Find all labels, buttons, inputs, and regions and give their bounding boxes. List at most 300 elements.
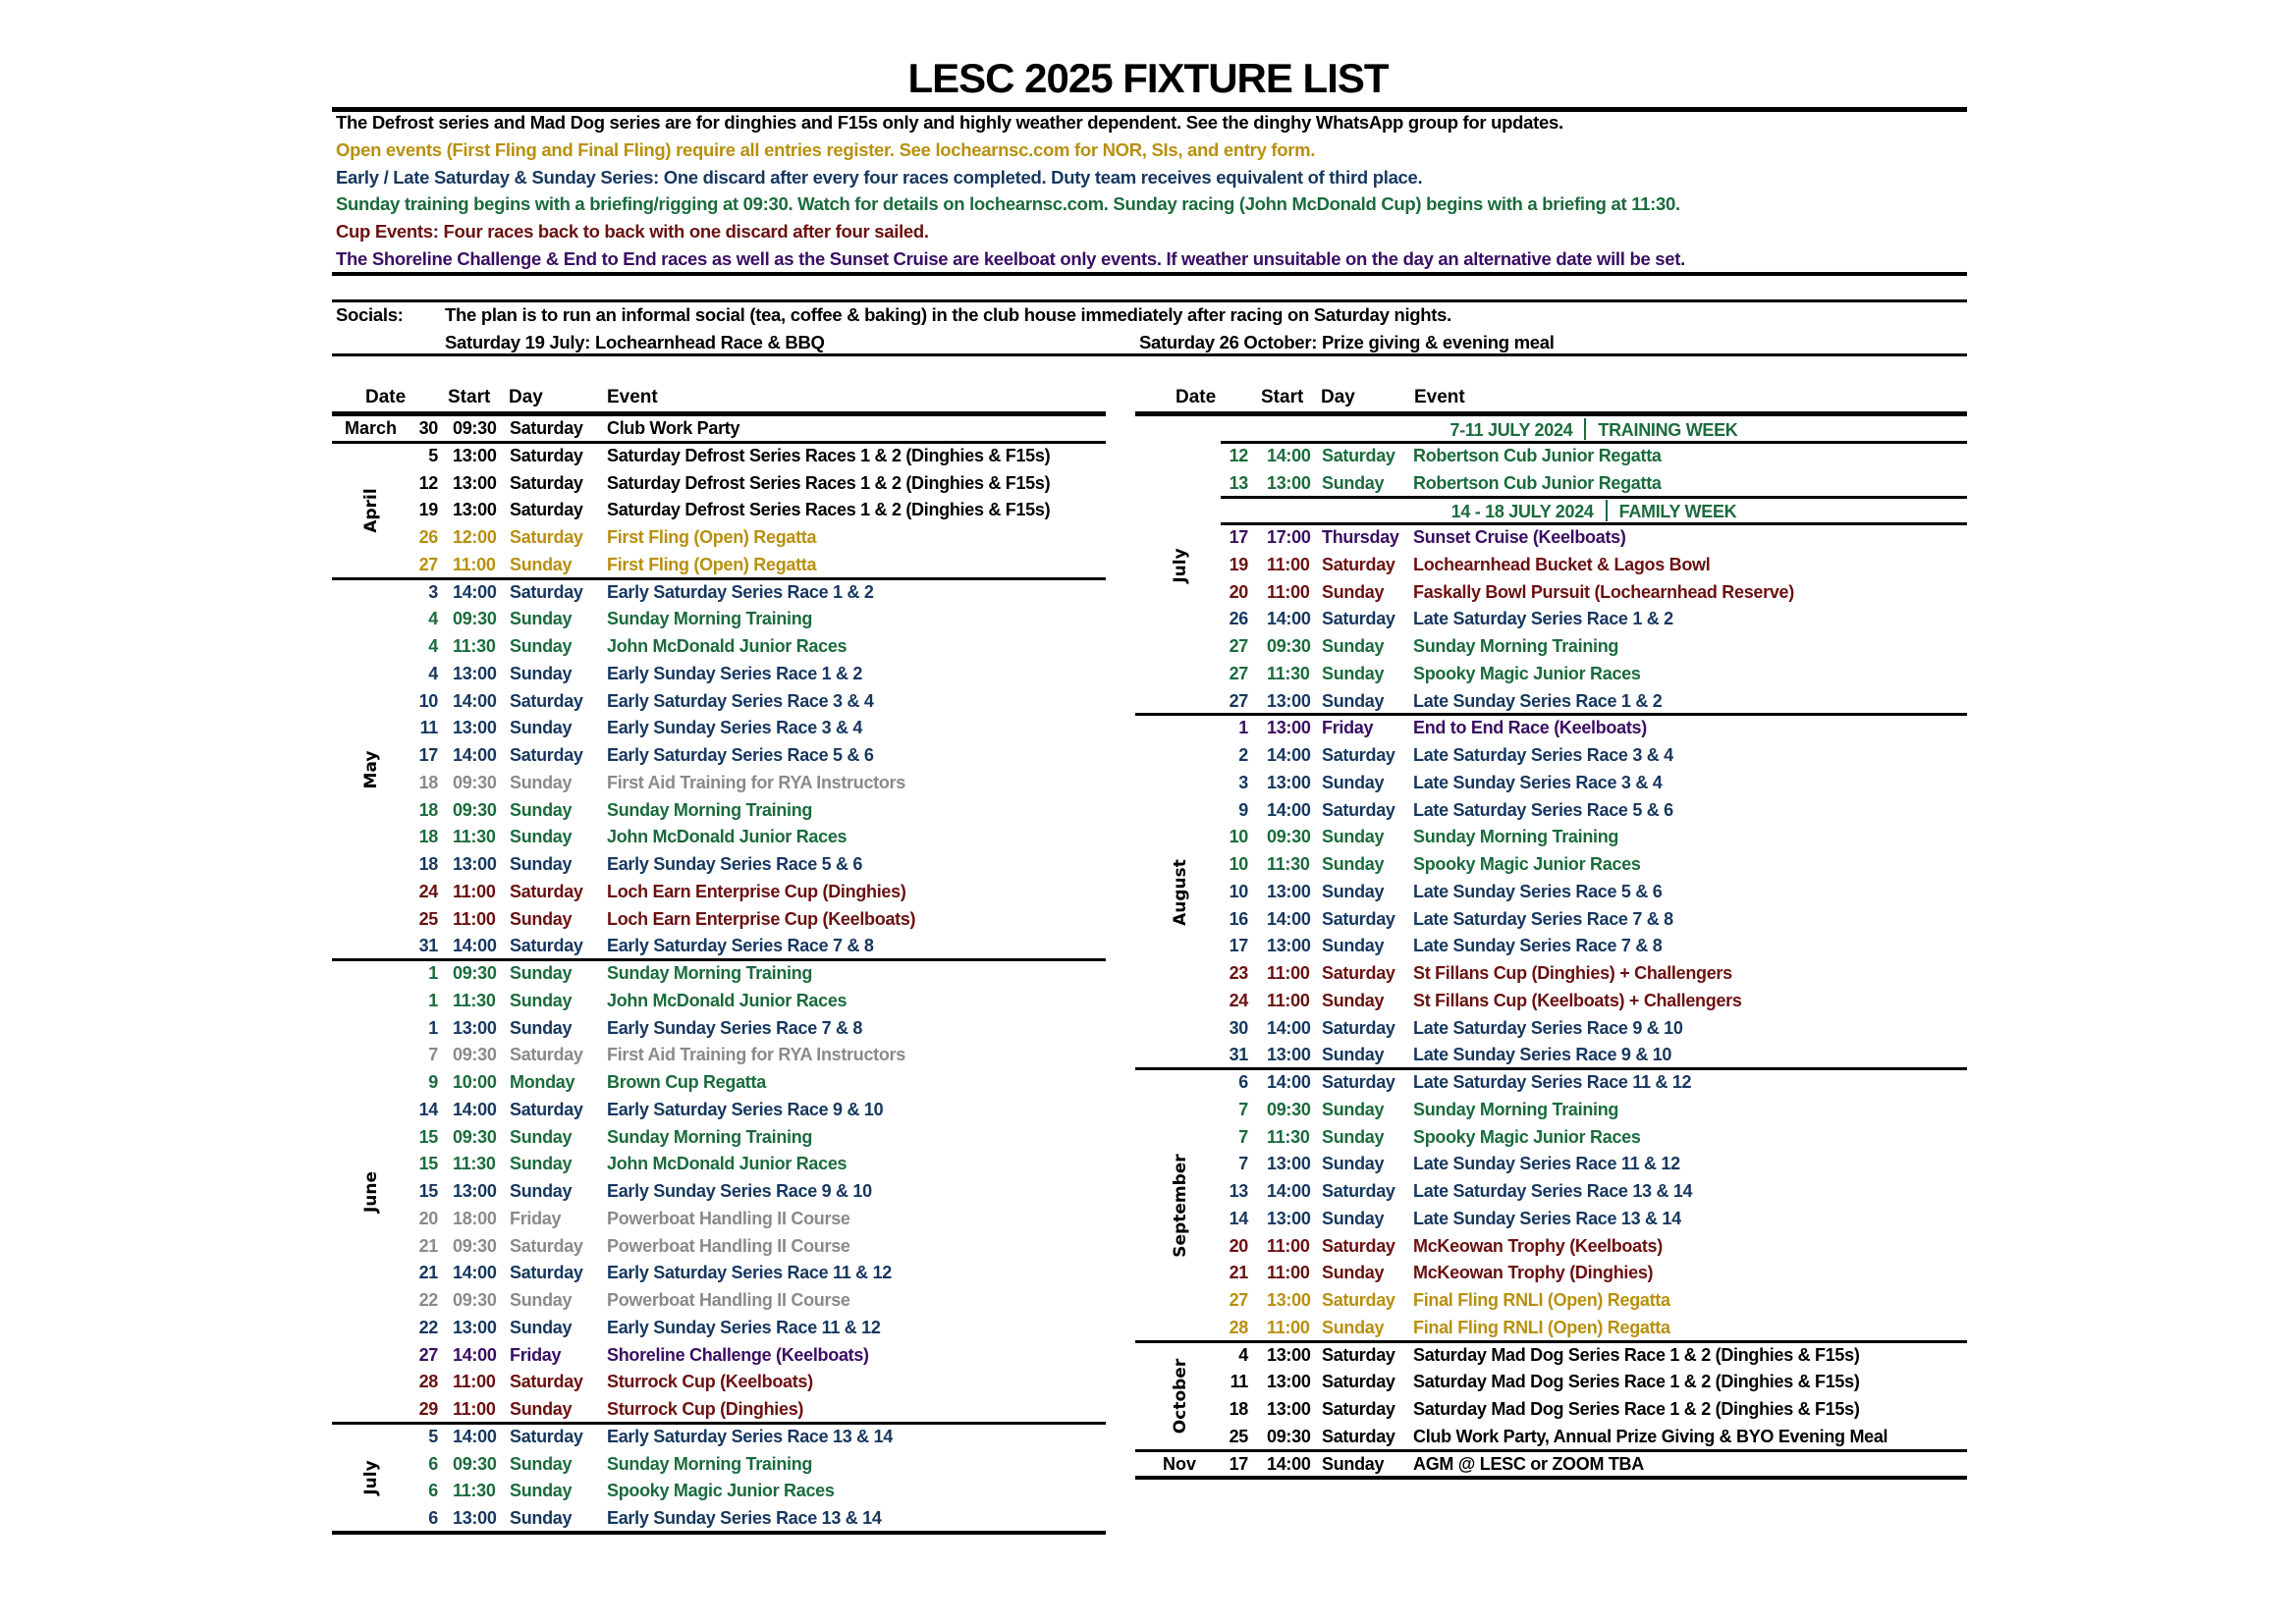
fixture-row	[332, 933, 1106, 960]
fixture-date: 6	[428, 1508, 438, 1528]
fixture-start-time: 13:00	[1267, 881, 1311, 901]
fixture-date: 20	[1229, 581, 1248, 602]
fixture-date: 22	[418, 1290, 438, 1310]
fixture-day: Saturday	[1322, 1017, 1395, 1038]
fixture-day: Saturday	[1322, 1372, 1395, 1392]
fixture-day: Sunday	[510, 1399, 573, 1419]
fixture-date: 1	[428, 963, 438, 983]
fixture-start-time: 13:00	[453, 472, 497, 493]
week-banner-dates: 14 - 18 JULY 2024	[1450, 502, 1594, 522]
fixture-date: 1	[1238, 718, 1248, 738]
fixture-start-time: 10:00	[453, 1072, 497, 1092]
month-label: Nov	[1163, 1453, 1197, 1474]
fixture-event: Late Sunday Series Race 13 & 14	[1413, 1208, 1681, 1228]
fixture-event: Saturday Mad Dog Series Race 1 & 2 (Dinghies & F15s)	[1413, 1399, 1860, 1419]
fixture-row	[332, 606, 1106, 633]
fixture-row	[1135, 960, 1967, 988]
fixture-row	[1135, 715, 1967, 742]
fixture-date: 18	[418, 799, 438, 820]
fixture-date: 10	[1229, 827, 1248, 847]
fixture-date: 17	[418, 745, 438, 765]
fixture-date: 24	[1229, 990, 1248, 1010]
week-banner-title: TRAINING WEEK	[1598, 420, 1738, 440]
fixture-row	[332, 960, 1106, 988]
fixture-start-time: 13:00	[1267, 472, 1311, 493]
fixture-row	[332, 415, 1106, 443]
fixture-event: Late Sunday Series Race 11 & 12	[1413, 1154, 1680, 1174]
fixture-day: Saturday	[510, 881, 583, 901]
fixture-row	[332, 851, 1106, 879]
fixture-event: Early Sunday Series Race 5 & 6	[607, 854, 863, 874]
fixture-day: Sunday	[510, 908, 573, 929]
socials-event-1: Saturday 19 July: Lochearnhead Race & BBQ	[445, 332, 825, 352]
fixture-row	[332, 824, 1106, 851]
fixture-date: 22	[418, 1317, 438, 1337]
fixture-day: Saturday	[1322, 1072, 1395, 1092]
fixture-start-time: 14:00	[453, 1426, 497, 1446]
fixture-date: 4	[428, 663, 438, 683]
fixture-row	[332, 470, 1106, 498]
fixture-day: Saturday	[510, 1235, 583, 1256]
fixture-start-time: 14:00	[453, 745, 497, 765]
fixture-start-time: 13:00	[453, 1017, 497, 1038]
fixture-day: Sunday	[1322, 636, 1385, 656]
fixture-day: Sunday	[1322, 854, 1385, 874]
fixture-start-time: 13:00	[453, 500, 497, 520]
fixture-date: 25	[418, 908, 438, 929]
fixture-event: Late Sunday Series Race 9 & 10	[1413, 1045, 1672, 1065]
fixture-day: Sunday	[1322, 990, 1385, 1010]
fixture-row	[332, 906, 1106, 934]
fixture-day: Sunday	[510, 1317, 573, 1337]
fixture-day: Saturday	[1322, 554, 1395, 574]
fixture-day: Sunday	[1322, 1154, 1385, 1174]
fixture-row	[332, 1505, 1106, 1533]
fixture-date: 12	[418, 472, 438, 493]
fixture-day: Sunday	[510, 554, 573, 574]
fixture-start-time: 14:00	[453, 1263, 497, 1283]
fixture-day: Sunday	[510, 990, 573, 1010]
fixture-date: 24	[418, 881, 438, 901]
fixture-event: Late Saturday Series Race 13 & 14	[1413, 1181, 1693, 1201]
fixture-start-time: 13:00	[1267, 1372, 1311, 1392]
fixture-day: Friday	[1322, 718, 1374, 738]
fixture-event: Early Saturday Series Race 13 & 14	[607, 1426, 893, 1446]
fixture-date: 7	[1238, 1154, 1248, 1174]
fixture-event: Late Sunday Series Race 1 & 2	[1413, 690, 1663, 711]
fixture-event: Sunday Morning Training	[607, 963, 813, 983]
fixture-start-time: 11:00	[453, 908, 496, 929]
fixture-event: Spooky Magic Junior Races	[1413, 1126, 1641, 1147]
fixture-date: 10	[1229, 881, 1248, 901]
fixture-event: End to End Race (Keelboats)	[1413, 718, 1647, 738]
fixture-row	[1135, 524, 1967, 552]
fixture-row	[1135, 1396, 1967, 1424]
fixture-start-time: 13:00	[1267, 772, 1311, 792]
fixture-event: Robertson Cub Junior Regatta	[1413, 472, 1662, 493]
fixture-date: 21	[418, 1235, 438, 1256]
fixture-day: Sunday	[510, 1017, 573, 1038]
fixture-event: Powerboat Handling II Course	[607, 1235, 850, 1256]
fixture-row	[1135, 688, 1967, 716]
fixture-event: Early Saturday Series Race 7 & 8	[607, 936, 874, 956]
fixture-event: Early Saturday Series Race 3 & 4	[607, 690, 874, 711]
fixture-date: 1	[428, 990, 438, 1010]
fixture-row	[1135, 1097, 1967, 1124]
fixture-row	[332, 1260, 1106, 1287]
fixture-date: 7	[1238, 1099, 1248, 1119]
fixture-row	[332, 1097, 1106, 1124]
fixture-day: Saturday	[1322, 609, 1395, 629]
fixture-start-time: 11:30	[453, 1481, 496, 1501]
fixture-date: 1	[428, 1017, 438, 1038]
fixture-day: Sunday	[510, 799, 573, 820]
fixture-row	[332, 524, 1106, 552]
month-label: August	[1171, 858, 1190, 926]
fixture-event: Late Sunday Series Race 3 & 4	[1413, 772, 1663, 792]
fixture-row	[332, 1069, 1106, 1097]
page-title: LESC 2025 FIXTURE LIST	[907, 55, 1389, 101]
right-header-date: Date	[1175, 387, 1217, 407]
socials-label: Socials:	[336, 304, 404, 325]
fixture-event: Sturrock Cup (Keelboats)	[607, 1372, 813, 1392]
fixture-day: Saturday	[510, 1426, 583, 1446]
fixture-start-time: 11:00	[1267, 1263, 1310, 1283]
note-line: Sunday training begins with a briefing/rigging at 09:30. Watch for details on lochearnsc.com. Sunday racing (John McDonald Cup) begins with a briefing at 11:30.	[336, 193, 1680, 215]
fixture-event: Late Saturday Series Race 1 & 2	[1413, 609, 1673, 629]
fixture-event: Faskally Bowl Pursuit (Lochearnhead Reserve)	[1413, 581, 1794, 602]
fixture-start-time: 14:00	[453, 690, 497, 711]
header-rule	[1135, 411, 1967, 416]
fixture-date: 11	[419, 718, 438, 738]
fixture-start-time: 14:00	[453, 1344, 497, 1365]
socials-bottom-rule	[332, 353, 1967, 356]
fixture-date: 6	[1238, 1072, 1248, 1092]
fixture-event: John McDonald Junior Races	[607, 636, 847, 656]
left-header-day: Day	[509, 387, 543, 407]
fixture-start-time: 09:30	[1267, 827, 1311, 847]
month-label: March	[345, 418, 398, 438]
fixture-row	[1135, 1015, 1967, 1043]
fixture-date: 21	[418, 1263, 438, 1283]
fixture-start-time: 14:00	[1267, 445, 1311, 465]
fixture-day: Saturday	[1322, 963, 1395, 983]
fixture-row	[332, 1124, 1106, 1152]
fixture-date: 18	[418, 827, 438, 847]
fixture-day: Saturday	[510, 527, 583, 547]
fixture-day: Sunday	[510, 1481, 573, 1501]
fixture-row	[332, 770, 1106, 797]
fixture-row	[1135, 1451, 1967, 1479]
month-label: June	[361, 1170, 381, 1213]
fixture-date: 25	[1229, 1426, 1248, 1446]
fixture-row	[1135, 1260, 1967, 1287]
fixture-date: 31	[418, 936, 438, 956]
fixture-date: 4	[1238, 1344, 1248, 1365]
fixture-start-time: 14:00	[1267, 908, 1311, 929]
fixture-day: Sunday	[1322, 881, 1385, 901]
fixture-row	[1135, 906, 1967, 934]
fixture-event: Late Saturday Series Race 11 & 12	[1413, 1072, 1692, 1092]
fixture-day: Sunday	[510, 1453, 573, 1474]
fixture-row	[332, 1478, 1106, 1505]
fixture-date: 9	[1238, 799, 1248, 820]
fixture-event: Sunday Morning Training	[607, 609, 813, 629]
fixture-event: First Aid Training for RYA Instructors	[607, 772, 905, 792]
fixture-day: Saturday	[1322, 1290, 1395, 1310]
fixture-row	[1135, 579, 1967, 607]
fixture-event: Loch Earn Enterprise Cup (Keelboats)	[607, 908, 916, 929]
fixture-event: Early Saturday Series Race 9 & 10	[607, 1099, 884, 1119]
fixture-start-time: 13:00	[453, 1181, 497, 1201]
fixture-event: Saturday Mad Dog Series Race 1 & 2 (Dinghies & F15s)	[1413, 1372, 1860, 1392]
fixture-date: 27	[418, 554, 438, 574]
fixture-event: Final Fling RNLI (Open) Regatta	[1413, 1317, 1670, 1337]
fixture-day: Sunday	[510, 636, 573, 656]
right-header-start: Start	[1261, 387, 1304, 407]
fixture-row	[1135, 933, 1967, 960]
fixture-event: John McDonald Junior Races	[607, 990, 847, 1010]
fixture-start-time: 09:30	[453, 772, 497, 792]
fixture-row	[332, 633, 1106, 661]
table-bottom-rule	[1135, 1476, 1967, 1480]
fixture-start-time: 09:30	[453, 1045, 497, 1065]
fixture-start-time: 09:30	[453, 799, 497, 820]
right-header-day: Day	[1321, 387, 1355, 407]
fixture-row	[332, 879, 1106, 906]
fixture-date: 19	[418, 500, 438, 520]
fixture-start-time: 13:00	[1267, 1344, 1311, 1365]
fixture-event: Shoreline Challenge (Keelboats)	[607, 1344, 869, 1365]
fixture-start-time: 11:00	[453, 881, 496, 901]
fixture-start-time: 17:00	[1267, 527, 1311, 547]
fixture-day: Thursday	[1322, 527, 1399, 547]
fixture-row	[332, 715, 1106, 742]
left-header-event: Event	[607, 387, 658, 407]
fixture-event: Early Sunday Series Race 3 & 4	[607, 718, 863, 738]
fixture-day: Friday	[510, 1344, 562, 1365]
fixture-day: Sunday	[510, 854, 573, 874]
fixture-start-time: 11:00	[1267, 963, 1310, 983]
week-banner	[1221, 418, 1967, 441]
table-bottom-rule	[332, 1531, 1106, 1535]
fixture-event: McKeowan Trophy (Dinghies)	[1413, 1263, 1654, 1283]
fixture-row	[1135, 1206, 1967, 1233]
fixture-event: Early Saturday Series Race 11 & 12	[607, 1263, 892, 1283]
fixture-date: 26	[1229, 609, 1248, 629]
fixture-start-time: 09:30	[453, 1453, 497, 1474]
fixture-day: Sunday	[1322, 581, 1385, 602]
fixture-start-time: 14:00	[453, 1099, 497, 1119]
fixture-date: 3	[428, 581, 438, 602]
fixture-day: Saturday	[1322, 1235, 1395, 1256]
fixture-start-time: 13:00	[453, 445, 497, 465]
fixture-event: Sunday Morning Training	[1413, 636, 1619, 656]
fixture-day: Friday	[510, 1208, 562, 1228]
banner-separator	[1606, 500, 1608, 521]
fixture-start-time: 09:30	[453, 1290, 497, 1310]
note-line: Open events (First Fling and Final Fling) require all entries register. See lochearnsc.com for NOR, SIs, and entry form.	[336, 138, 1316, 160]
fixture-start-time: 14:00	[1267, 1453, 1311, 1474]
fixture-row	[332, 742, 1106, 770]
fixture-day: Sunday	[510, 1154, 573, 1174]
fixture-date: 4	[428, 609, 438, 629]
fixture-date: 13	[1229, 472, 1248, 493]
fixture-row	[1135, 879, 1967, 906]
fixture-day: Sunday	[1322, 472, 1385, 493]
fixture-row	[1135, 1369, 1967, 1396]
fixture-start-time: 13:00	[453, 854, 497, 874]
fixture-day: Sunday	[510, 718, 573, 738]
fixture-date: 27	[1229, 1290, 1248, 1310]
fixture-date: 30	[1229, 1017, 1248, 1038]
fixture-day: Saturday	[510, 690, 583, 711]
fixture-day: Sunday	[1322, 1263, 1385, 1283]
fixture-day: Sunday	[1322, 1317, 1385, 1337]
fixture-start-time: 13:00	[453, 1508, 497, 1528]
fixture-event: Sunday Morning Training	[607, 1453, 813, 1474]
fixture-row	[1135, 1287, 1967, 1315]
week-banner-dates: 7-11 JULY 2024	[1449, 420, 1573, 440]
fixture-date: 15	[418, 1126, 438, 1147]
fixture-event: First Fling (Open) Regatta	[607, 554, 817, 574]
fixture-event: Early Saturday Series Race 1 & 2	[607, 581, 874, 602]
notes-bottom-rule	[332, 272, 1967, 276]
fixture-day: Sunday	[1322, 690, 1385, 711]
fixture-row	[332, 1015, 1106, 1043]
fixture-day: Sunday	[1322, 1099, 1385, 1119]
note-line: The Defrost series and Mad Dog series are for dinghies and F15s only and highly weather dependent. See the dinghy WhatsApp group for updates.	[336, 112, 1563, 133]
fixture-date: 5	[428, 445, 438, 465]
fixture-row	[332, 688, 1106, 716]
fixture-event: Robertson Cub Junior Regatta	[1413, 445, 1662, 465]
fixture-date: 17	[1229, 1453, 1248, 1474]
fixture-date: 28	[418, 1372, 438, 1392]
fixture-start-time: 13:00	[1267, 936, 1311, 956]
fixture-event: Sunday Morning Training	[607, 799, 813, 820]
fixture-event: First Aid Training for RYA Instructors	[607, 1045, 905, 1065]
fixture-event: Late Saturday Series Race 9 & 10	[1413, 1017, 1683, 1038]
fixture-day: Saturday	[510, 1045, 583, 1065]
fixture-event: McKeowan Trophy (Keelboats)	[1413, 1235, 1663, 1256]
fixture-event: Club Work Party, Annual Prize Giving & BYO Evening Meal	[1413, 1426, 1888, 1446]
fixture-day: Saturday	[510, 500, 583, 520]
fixture-row	[332, 1287, 1106, 1315]
fixture-start-time: 11:00	[1267, 581, 1310, 602]
fixture-start-time: 14:00	[1267, 745, 1311, 765]
fixture-date: 20	[1229, 1235, 1248, 1256]
fixture-day: Sunday	[1322, 1045, 1385, 1065]
note-line: Early / Late Saturday & Sunday Series: One discard after every four races completed. Duty team receives equivalent of third place.	[336, 166, 1423, 188]
fixture-event: Club Work Party	[607, 418, 740, 438]
fixture-event: Late Sunday Series Race 5 & 6	[1413, 881, 1663, 901]
fixture-start-time: 09:30	[453, 1126, 497, 1147]
note-line: The Shoreline Challenge & End to End races as well as the Sunset Cruise are keelboat only events. If weather unsuitable on the day an alternative date will be set.	[336, 248, 1685, 269]
fixture-day: Saturday	[510, 745, 583, 765]
fixture-event: Final Fling RNLI (Open) Regatta	[1413, 1290, 1670, 1310]
fixture-event: Loch Earn Enterprise Cup (Dinghies)	[607, 881, 906, 901]
fixture-start-time: 13:00	[1267, 1399, 1311, 1419]
right-header-event: Event	[1414, 387, 1465, 407]
fixture-date: 10	[418, 690, 438, 711]
fixture-date: 16	[1229, 908, 1248, 929]
fixture-event: Powerboat Handling II Course	[607, 1290, 850, 1310]
fixture-start-time: 11:30	[453, 827, 496, 847]
fixture-start-time: 11:00	[1267, 1235, 1310, 1256]
fixture-event: John McDonald Junior Races	[607, 1154, 847, 1174]
fixture-day: Saturday	[510, 472, 583, 493]
fixture-row	[332, 1369, 1106, 1396]
fixture-event: Early Sunday Series Race 11 & 12	[607, 1317, 881, 1337]
fixture-date: 27	[418, 1344, 438, 1365]
fixture-row	[332, 1178, 1106, 1206]
fixture-row	[1135, 552, 1967, 579]
banner-separator	[1584, 418, 1586, 440]
month-label: May	[361, 750, 381, 789]
fixture-row	[1135, 606, 1967, 633]
fixture-date: 9	[428, 1072, 438, 1092]
week-banner	[1221, 500, 1967, 522]
fixture-day: Sunday	[510, 772, 573, 792]
fixture-day: Saturday	[510, 1263, 583, 1283]
fixture-event: Early Sunday Series Race 1 & 2	[607, 663, 863, 683]
socials-top-rule	[332, 299, 1967, 302]
fixture-day: Saturday	[510, 445, 583, 465]
fixture-row	[332, 579, 1106, 607]
fixture-start-time: 12:00	[453, 527, 497, 547]
fixture-event: Sunset Cruise (Keelboats)	[1413, 527, 1626, 547]
fixture-event: Sunday Morning Training	[1413, 1099, 1619, 1119]
fixture-event: Spooky Magic Junior Races	[607, 1481, 835, 1501]
fixture-day: Saturday	[1322, 799, 1395, 820]
fixture-date: 11	[1230, 1372, 1248, 1392]
fixture-row	[332, 1151, 1106, 1178]
fixture-event: Sunday Morning Training	[1413, 827, 1619, 847]
fixture-day: Sunday	[1322, 1126, 1385, 1147]
fixture-date: 14	[1229, 1208, 1248, 1228]
fixture-day: Saturday	[1322, 745, 1395, 765]
fixture-row	[332, 1233, 1106, 1261]
fixture-start-time: 09:30	[1267, 1426, 1311, 1446]
fixture-start-time: 11:30	[453, 636, 496, 656]
fixture-event: St Fillans Cup (Keelboats) + Challengers	[1413, 990, 1742, 1010]
fixture-start-time: 11:30	[1267, 1126, 1310, 1147]
fixture-start-time: 11:00	[453, 554, 496, 574]
fixture-date: 5	[428, 1426, 438, 1446]
fixture-row	[1135, 1178, 1967, 1206]
fixture-day: Sunday	[510, 1181, 573, 1201]
fixture-date: 4	[428, 636, 438, 656]
fixture-day: Saturday	[510, 581, 583, 602]
week-banner-title: FAMILY WEEK	[1618, 502, 1737, 522]
fixture-row	[332, 1451, 1106, 1479]
fixture-start-time: 14:00	[453, 581, 497, 602]
fixture-date: 6	[428, 1481, 438, 1501]
fixture-event: Early Sunday Series Race 7 & 8	[607, 1017, 863, 1038]
fixture-day: Sunday	[1322, 772, 1385, 792]
fixture-start-time: 13:00	[453, 718, 497, 738]
fixture-event: Saturday Defrost Series Races 1 & 2 (Dinghies & F15s)	[607, 500, 1051, 520]
fixture-start-time: 11:00	[1267, 990, 1310, 1010]
fixture-start-time: 11:00	[1267, 1317, 1310, 1337]
fixture-date: 14	[418, 1099, 438, 1119]
fixture-start-time: 18:00	[453, 1208, 497, 1228]
banner-rule	[1221, 496, 1967, 499]
fixture-date: 18	[418, 772, 438, 792]
socials-event-2: Saturday 26 October: Prize giving & evening meal	[1139, 332, 1555, 352]
fixture-row	[332, 797, 1106, 825]
fixture-row	[332, 1206, 1106, 1233]
